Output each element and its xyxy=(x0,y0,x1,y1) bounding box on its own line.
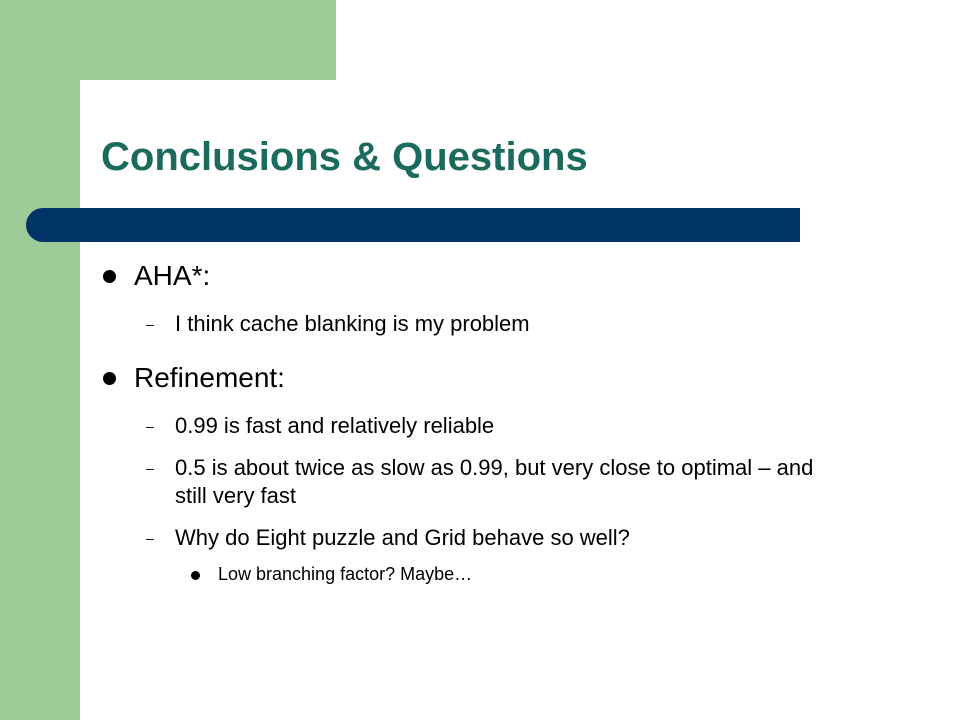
title-underline-bar xyxy=(26,208,800,242)
dash-marker: – xyxy=(146,530,154,546)
dash-marker: – xyxy=(146,316,154,332)
sub-item-text: Why do Eight puzzle and Grid behave so well? xyxy=(175,525,630,550)
small-bullet-dot-icon xyxy=(191,571,200,580)
sub-item-text: 0.99 is fast and relatively reliable xyxy=(175,413,495,438)
slide-title: Conclusions & Questions xyxy=(101,135,588,179)
bullet-dot-icon xyxy=(103,372,116,385)
sub-item-text: I think cache blanking is my problem xyxy=(175,311,530,336)
sub-item-cache-blanking xyxy=(100,310,860,338)
sub-item-05 xyxy=(100,454,860,510)
sub-sub-item-text: Low branching factor? Maybe… xyxy=(218,564,473,584)
slide-body xyxy=(100,256,860,586)
green-top-block xyxy=(0,0,336,80)
dash-marker: – xyxy=(146,460,154,476)
bullet-text: Refinement: xyxy=(134,362,285,393)
green-side-strip xyxy=(0,0,80,720)
sub-item-eight-puzzle xyxy=(100,524,860,552)
bullet-dot-icon xyxy=(103,270,116,283)
sub-item-text: 0.5 is about twice as slow as 0.99, but very close to optimal – and still very fast xyxy=(175,455,814,508)
dash-marker: – xyxy=(146,418,154,434)
bullet-text: AHA*: xyxy=(134,260,211,291)
sub-item-099 xyxy=(100,412,860,440)
bullet-item-refinement xyxy=(100,358,860,398)
bullet-item-aha xyxy=(100,256,860,296)
sub-sub-item-branching xyxy=(100,562,860,586)
